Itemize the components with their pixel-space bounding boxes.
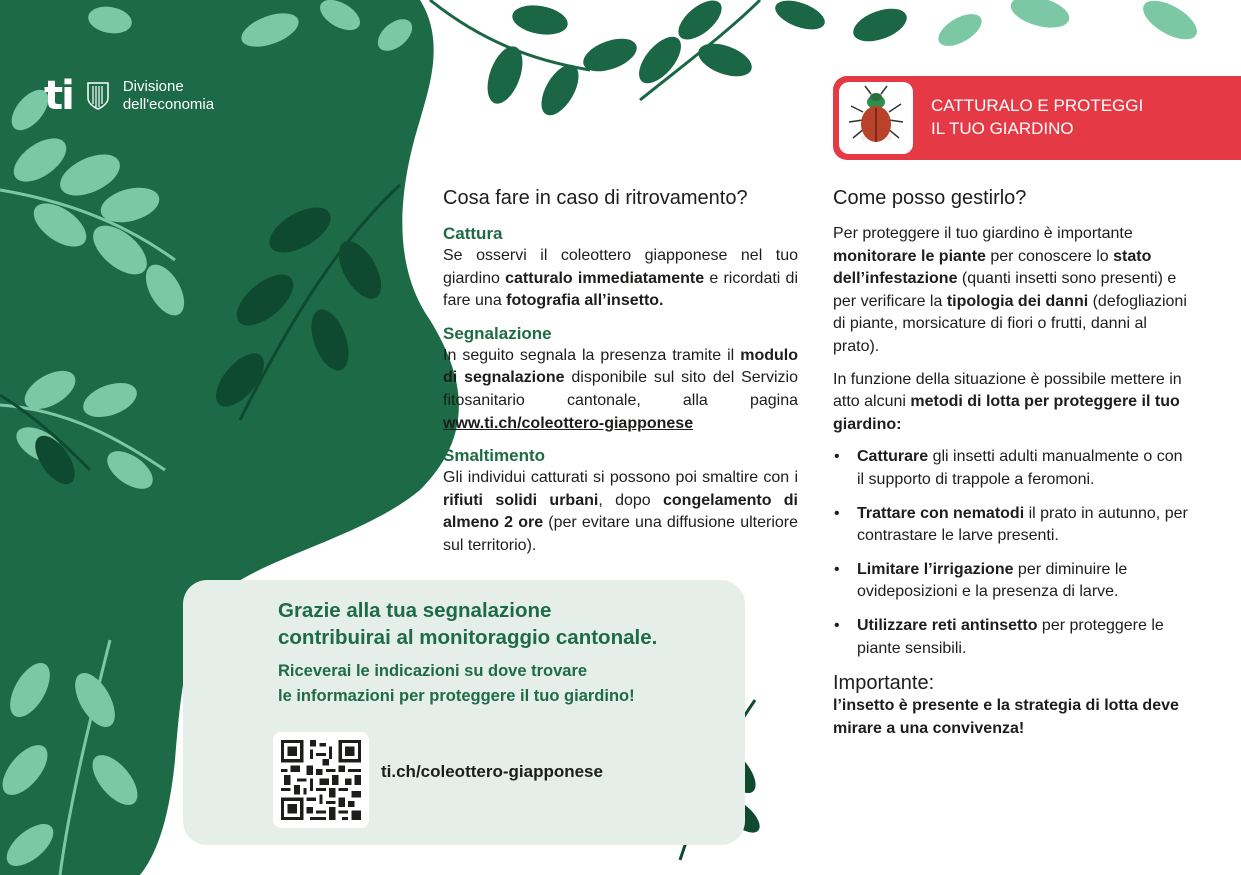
organization-logo <box>44 73 215 119</box>
section-text-disposal: Gli individui catturati si possono poi smaltire con i rifiuti solidi urbani, dopo congelamento di almeno 2 ore (per evitare una diffusione ulteriore sul territorio). <box>443 469 799 554</box>
methods-list <box>833 446 1189 660</box>
callout-subtitle <box>278 659 738 709</box>
catch-banner <box>833 76 1241 160</box>
management-title: Come posso gestirlo? <box>833 187 1027 209</box>
beetle-image-frame <box>839 82 913 154</box>
qr-code[interactable] <box>273 732 369 828</box>
banner-line-1: CATTURALO E PROTEGGI <box>931 96 1144 115</box>
ti-logo-mark: ti <box>44 73 73 119</box>
section-heading-disposal: Smaltimento <box>443 446 546 466</box>
banner-title <box>931 94 1143 140</box>
crest-icon <box>87 82 109 110</box>
callout-title-line-1: Grazie alla tua segnalazione <box>278 599 552 622</box>
section-heading-report: Segnalazione <box>443 323 552 343</box>
beetle-icon <box>839 82 913 154</box>
banner-line-2: IL TUO GIARDINO <box>931 119 1074 138</box>
section-text-capture: Se osservi il coleottero giapponese nel tuo giardino catturalo immediatamente e ricordati di fare una fotografia all’insetto. <box>443 247 798 310</box>
management-paragraph-2: In funzione della situazione è possibile mettere in atto alcuni metodi di lotta per proteggere il tuo giardino: <box>833 370 1182 433</box>
section-text-report: In seguito segnala la presenza tramite il modulo di segnalazione disponibile sul sito del Servizio fitosanitario cantonale, alla pagina www.ti.ch/coleottero-giapponese <box>443 346 798 432</box>
list-item: • Catturare gli insetti adulti manualmente o con il supporto di trappole a feromoni. <box>833 446 1189 491</box>
important-text: l’insetto è presente e la strategia di lotta deve mirare a una convivenza! <box>833 697 1179 737</box>
what-to-do-column <box>443 184 798 568</box>
callout-title <box>278 597 738 651</box>
callout-title-line-2: contribuirai al monitoraggio cantonale. <box>278 626 658 649</box>
qr-url-link[interactable]: ti.ch/coleottero-giapponese <box>381 762 603 781</box>
callout-sub-line-2: le informazioni per proteggere il tuo giardino! <box>278 687 635 705</box>
important-heading: Importante: <box>833 672 935 695</box>
report-link[interactable]: www.ti.ch/coleottero-giapponese <box>443 414 694 432</box>
organization-name <box>123 78 214 114</box>
org-line-1: Divisione <box>122 78 184 95</box>
list-item: • Utilizzare reti antinsetto per proteggere le piante sensibili. <box>833 615 1189 660</box>
what-to-do-title: Cosa fare in caso di ritrovamento? <box>443 187 748 209</box>
list-item: • Limitare l’irrigazione per diminuire le ovideposizioni e la presenza di larve. <box>833 559 1189 604</box>
callout-sub-line-1: Riceverai le indicazioni su dove trovare <box>278 662 588 680</box>
list-item: • Trattare con nematodi il prato in autunno, per contrastare le larve presenti. <box>833 503 1189 548</box>
section-heading-capture: Cattura <box>443 224 503 243</box>
management-paragraph-1: Per proteggere il tuo giardino è importante monitorare le piante per conoscere lo stato dell’infestazione (quanti insetti sono presenti) e per verificare la tipologia dei danni (defogliazioni di piante, morsicature di fiori o frutti, danni al prato). <box>833 225 1187 355</box>
qr-code-icon <box>281 740 361 820</box>
org-line-2: dell'economia <box>122 96 215 113</box>
management-column <box>833 184 1189 740</box>
